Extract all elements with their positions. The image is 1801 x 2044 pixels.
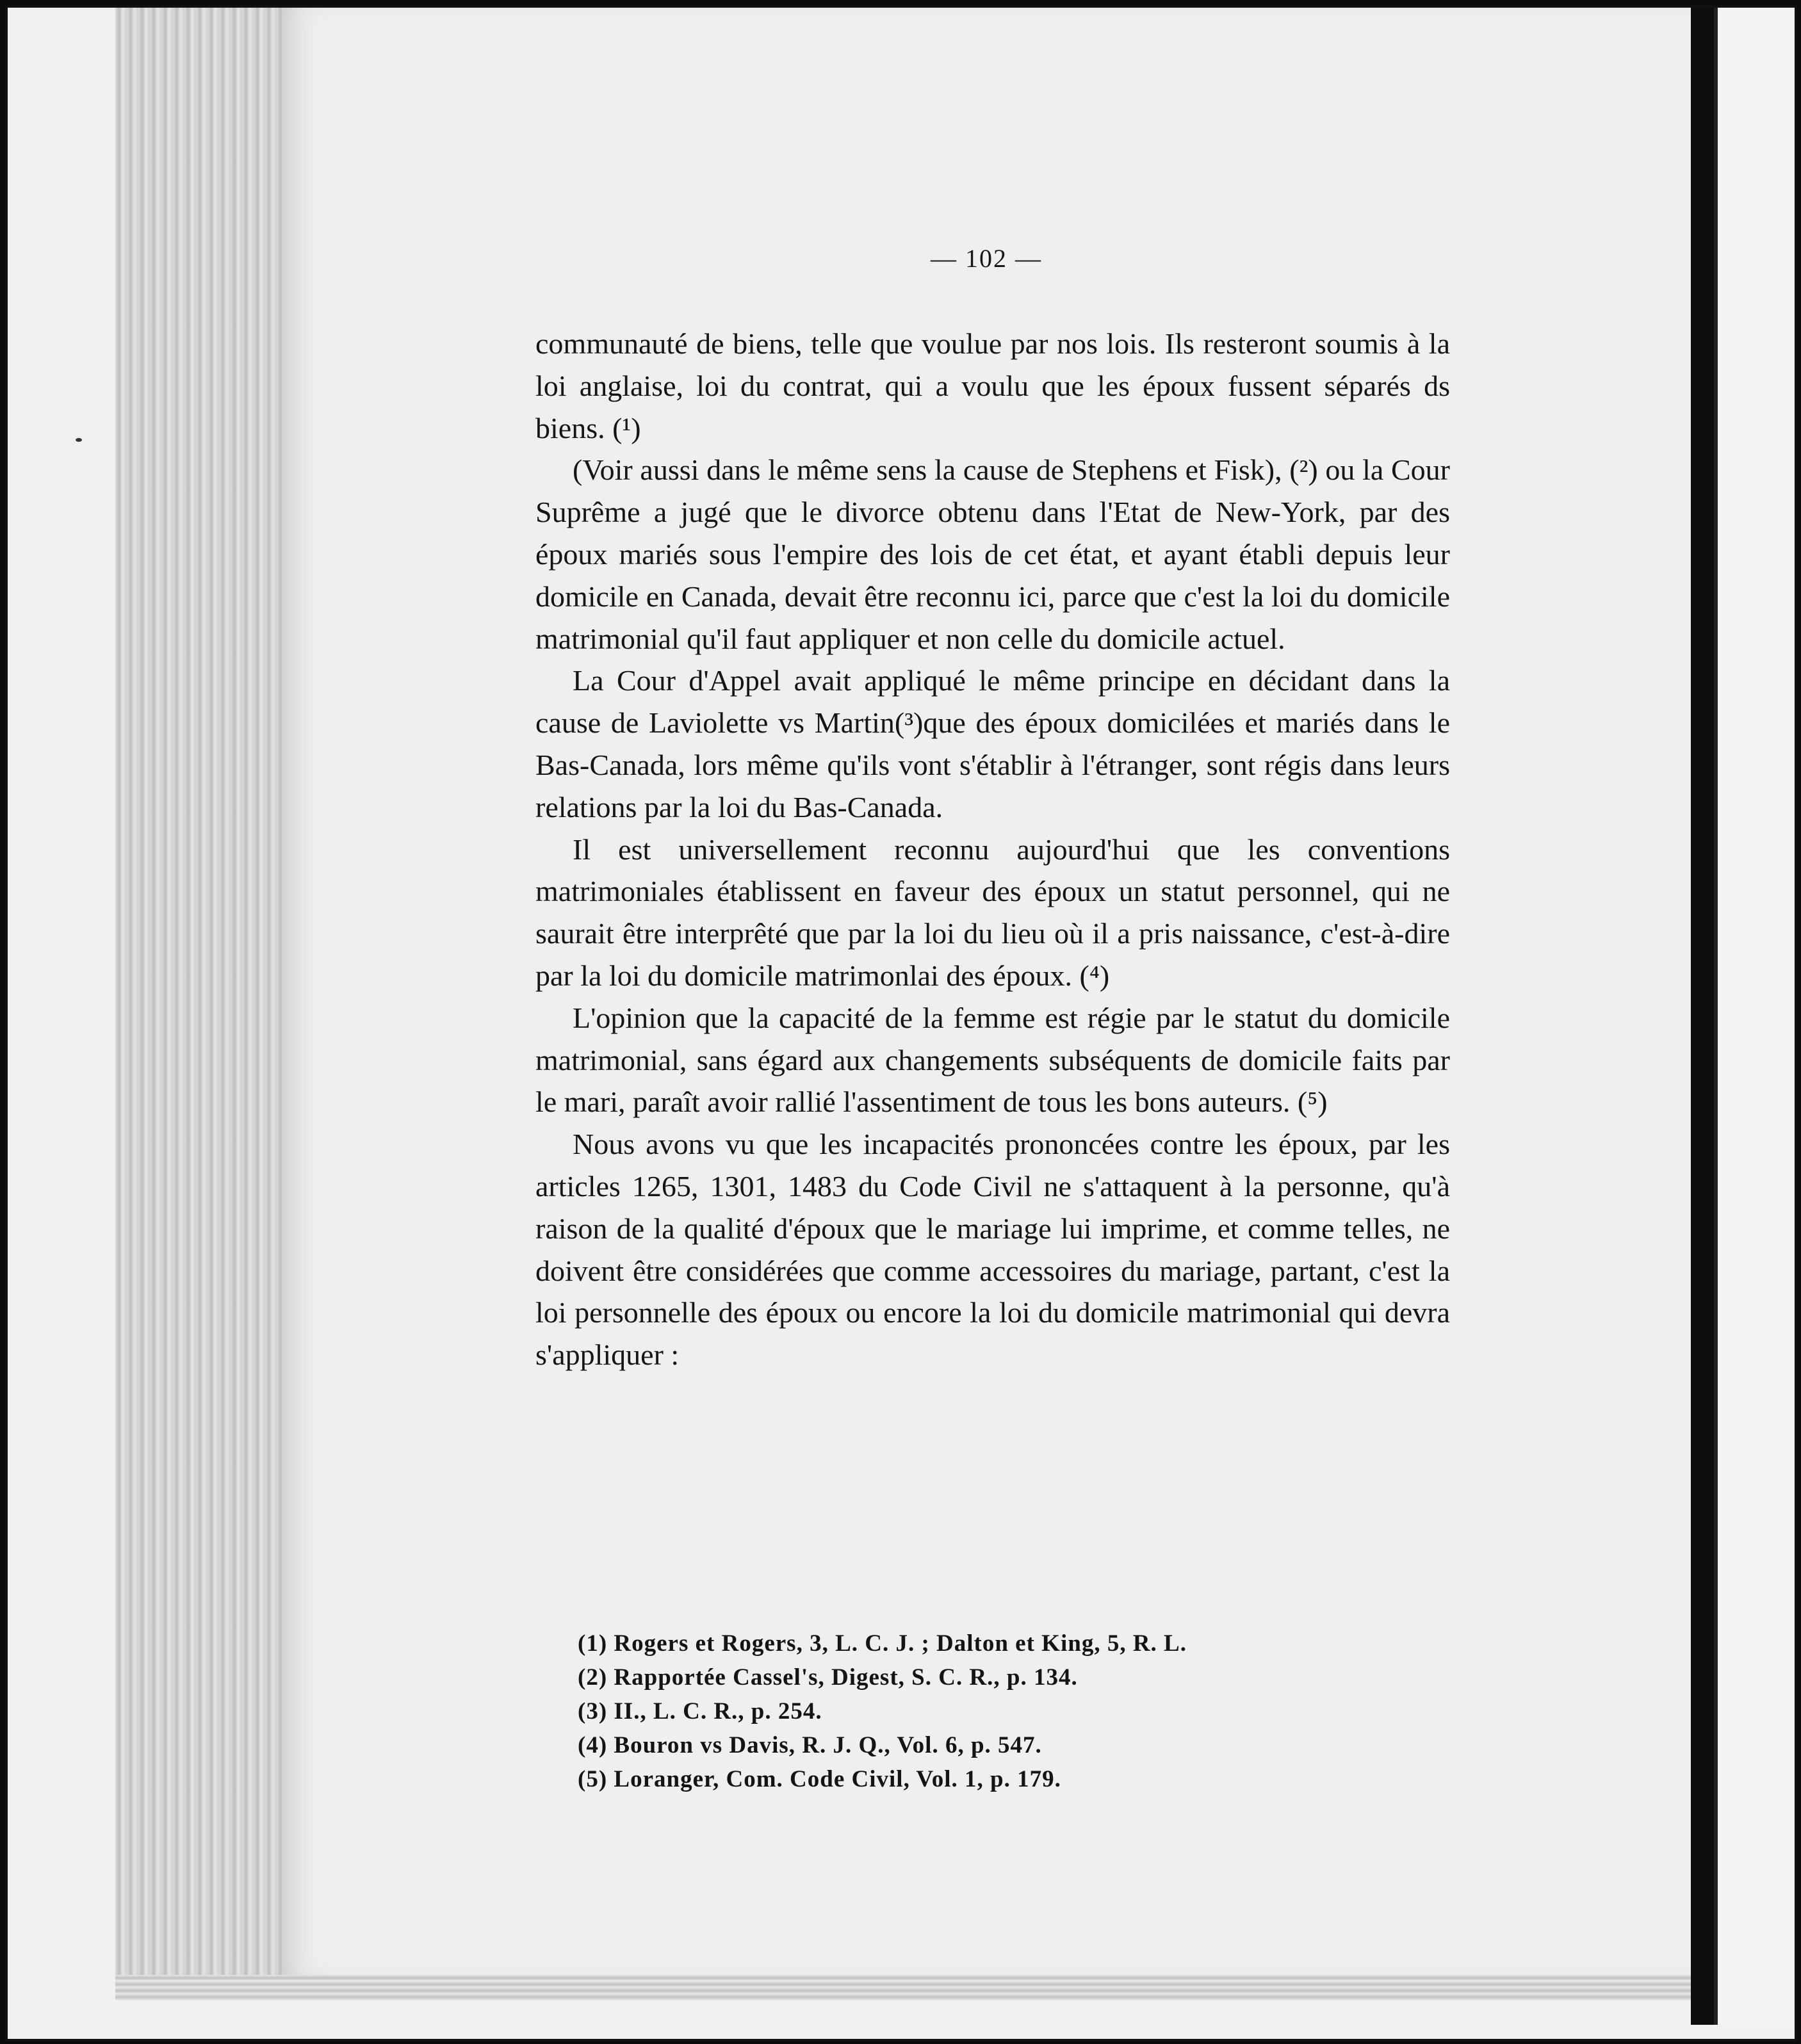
footnote: (3) II., L. C. R., p. 254.	[578, 1698, 822, 1724]
footnote: (5) Loranger, Com. Code Civil, Vol. 1, p. 179.	[578, 1766, 1061, 1792]
footnote: (2) Rapportée Cassel's, Digest, S. C. R., p. 134.	[578, 1664, 1078, 1691]
paragraph: Nous avons vu que les incapacités prononcées contre les époux, par les articles 1265, 1301, 1483 du Code Civil ne s'attaquent à la personne, qu'à raison de la qualité d'époux que le mariage lui imprime, et comme telles, ne doivent être considérées que comme accessoires du mariage, partant, c'est la loi personnelle des époux ou encore la loi du domicile matrimonial qui devra s'appliquer :	[535, 1128, 1450, 1372]
facing-page-strip	[1714, 8, 1793, 2025]
body-text	[535, 323, 1450, 1376]
footnote: (1) Rogers et Rogers, 3, L. C. J. ; Dalton et King, 5, R. L.	[578, 1630, 1187, 1657]
page-number: — 102 —	[931, 244, 1042, 273]
paragraph: Il est universellement reconnu aujourd'hui que les conventions matrimoniales établissent en faveur des époux un statut personnel, qui ne saurait être interprêté que par la loi du lieu où il a pris naissance, c'est-à-dire par la loi du domicile matrimonlai des époux. (⁴)	[535, 832, 1450, 992]
scan-speck	[76, 438, 82, 442]
paragraph: L'opinion que la capacité de la femme est régie par le statut du domicile matrimonial, sans égard aux changements subséquents de domicile faits par le mari, paraît avoir rallié l'assentiment de tous les bons auteurs. (⁵)	[535, 1001, 1450, 1119]
paragraph: communauté de biens, telle que voulue par nos lois. Ils resteront soumis à la loi anglaise, loi du contrat, qui a voulu que les époux fussent séparés ds biens. (¹)	[535, 327, 1450, 444]
book-gutter	[1691, 8, 1714, 2025]
footnote: (4) Bouron vs Davis, R. J. Q., Vol. 6, p. 547.	[578, 1732, 1042, 1758]
paragraph: La Cour d'Appel avait appliqué le même principe en décidant dans la cause de Laviolette vs Martin(³)que des époux domicilées et mariés dans le Bas-Canada, lors même qu'ils vont s'établir à l'étranger, sont régis dans leurs relations par la loi du Bas-Canada.	[535, 664, 1450, 823]
footnotes	[578, 1626, 1474, 1796]
book-page-edges	[115, 8, 284, 1975]
book-bottom-edges	[115, 1975, 1691, 2000]
paragraph: (Voir aussi dans le même sens la cause de Stephens et Fisk), (²) ou la Cour Suprême a jugé que le divorce obtenu dans l'Etat de New-York, par des époux mariés sous l'empire des lois de cet état, et ayant établi depuis leur domicile en Canada, devait être reconnu ici, parce que c'est la loi du domicile matrimonial qu'il faut appliquer et non celle du domicile actuel.	[535, 453, 1450, 655]
